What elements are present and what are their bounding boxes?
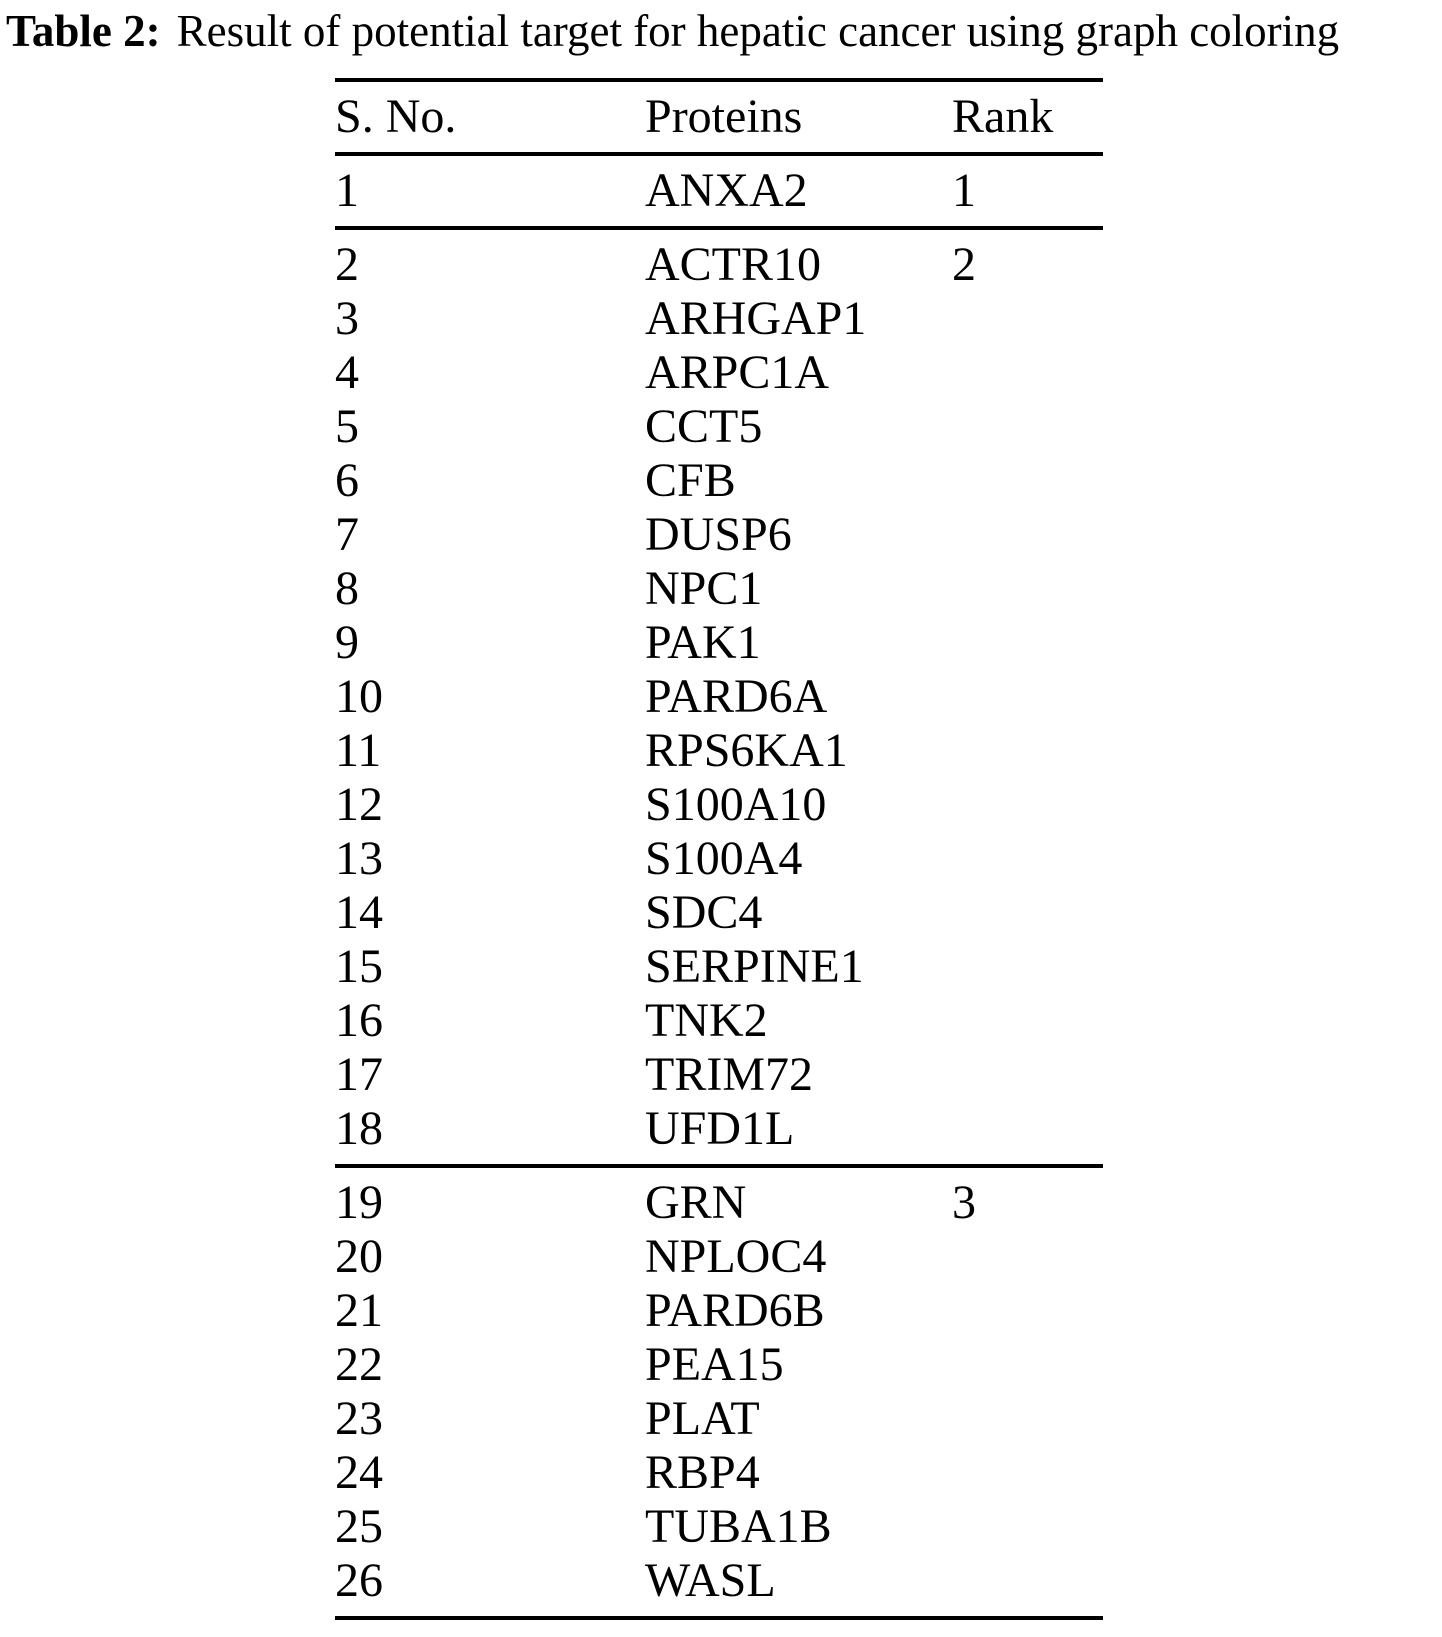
cell-rank <box>952 1392 1103 1446</box>
table-row <box>335 292 1103 346</box>
table-row <box>335 1230 1103 1284</box>
table-row <box>335 616 1103 670</box>
table-row <box>335 724 1103 778</box>
cell-rank <box>952 724 1103 778</box>
cell-rank <box>952 1230 1103 1284</box>
cell-protein: ARHGAP1 <box>645 292 867 345</box>
table-row <box>335 400 1103 454</box>
cell-rank <box>952 1338 1103 1392</box>
column-header-rank: Rank <box>952 90 1054 143</box>
cell-protein: UFD1L <box>645 1102 795 1155</box>
cell-rank <box>952 1284 1103 1338</box>
cell-rank <box>952 886 1103 940</box>
table-row <box>335 670 1103 724</box>
table-rank-group <box>335 156 1103 226</box>
cell-rank <box>952 1500 1103 1554</box>
cell-sno: 15 <box>335 940 383 993</box>
cell-rank <box>952 346 1103 400</box>
cell-rank <box>952 454 1103 508</box>
cell-sno: 1 <box>335 164 359 217</box>
table-row <box>335 1284 1103 1338</box>
cell-sno: 5 <box>335 400 359 453</box>
cell-protein: WASL <box>645 1554 776 1607</box>
cell-sno: 9 <box>335 616 359 669</box>
cell-sno: 21 <box>335 1284 383 1337</box>
cell-sno: 2 <box>335 238 359 291</box>
cell-protein: PLAT <box>645 1392 760 1445</box>
cell-sno: 3 <box>335 292 359 345</box>
table-row <box>335 1554 1103 1608</box>
cell-rank <box>952 292 1103 346</box>
cell-protein: SDC4 <box>645 886 763 939</box>
cell-protein: S100A4 <box>645 832 803 885</box>
cell-protein: TUBA1B <box>645 1500 832 1553</box>
cell-sno: 14 <box>335 886 383 939</box>
cell-protein: TNK2 <box>645 994 768 1047</box>
cell-sno: 25 <box>335 1500 383 1553</box>
table-row <box>335 1392 1103 1446</box>
table-row <box>335 508 1103 562</box>
cell-sno: 10 <box>335 670 383 723</box>
cell-sno: 8 <box>335 562 359 615</box>
cell-protein: CCT5 <box>645 400 763 453</box>
cell-rank <box>952 832 1103 886</box>
cell-protein: TRIM72 <box>645 1048 813 1101</box>
table-row <box>335 346 1103 400</box>
cell-sno: 7 <box>335 508 359 561</box>
table-row <box>335 1338 1103 1392</box>
cell-rank <box>952 562 1103 616</box>
table-caption <box>6 2 1339 60</box>
cell-sno: 17 <box>335 1048 383 1101</box>
table-rank-group <box>335 1168 1103 1616</box>
table-row <box>335 778 1103 832</box>
cell-sno: 4 <box>335 346 359 399</box>
table-caption-text: Result of potential target for hepatic cancer using graph coloring <box>176 6 1340 56</box>
table-row <box>335 1446 1103 1500</box>
cell-protein: NPLOC4 <box>645 1230 827 1283</box>
cell-sno: 19 <box>335 1176 383 1229</box>
cell-rank <box>952 778 1103 832</box>
cell-protein: PARD6B <box>645 1284 825 1337</box>
cell-rank: 2 <box>952 238 976 291</box>
cell-rank <box>952 1554 1103 1608</box>
table-row <box>335 562 1103 616</box>
table-row <box>335 164 1103 218</box>
cell-protein: S100A10 <box>645 778 827 831</box>
cell-sno: 13 <box>335 832 383 885</box>
cell-rank <box>952 400 1103 454</box>
cell-protein: ANXA2 <box>645 164 808 217</box>
cell-sno: 22 <box>335 1338 383 1391</box>
cell-sno: 23 <box>335 1392 383 1445</box>
cell-protein: ARPC1A <box>645 346 830 399</box>
cell-protein: CFB <box>645 454 736 507</box>
cell-rank <box>952 670 1103 724</box>
column-header-sno: S. No. <box>335 90 457 143</box>
table-row <box>335 1500 1103 1554</box>
cell-rank <box>952 1048 1103 1102</box>
column-header-proteins: Proteins <box>645 90 803 143</box>
cell-protein: RPS6KA1 <box>645 724 848 777</box>
cell-protein: GRN <box>645 1176 747 1229</box>
cell-rank <box>952 508 1103 562</box>
cell-protein: RBP4 <box>645 1446 760 1499</box>
cell-sno: 16 <box>335 994 383 1047</box>
table-row <box>335 832 1103 886</box>
table-row <box>335 1176 1103 1230</box>
table-row <box>335 940 1103 994</box>
cell-rank <box>952 1446 1103 1500</box>
cell-protein: DUSP6 <box>645 508 792 561</box>
proteins-table <box>335 78 1103 1620</box>
cell-sno: 12 <box>335 778 383 831</box>
table-caption-label: Table 2: <box>6 6 161 56</box>
cell-protein: NPC1 <box>645 562 763 615</box>
cell-sno: 6 <box>335 454 359 507</box>
table-row <box>335 1102 1103 1156</box>
cell-rank <box>952 994 1103 1048</box>
cell-sno: 18 <box>335 1102 383 1155</box>
cell-protein: PARD6A <box>645 670 828 723</box>
table-row <box>335 238 1103 292</box>
table-rank-group <box>335 230 1103 1164</box>
cell-rank <box>952 616 1103 670</box>
cell-protein: ACTR10 <box>645 238 822 291</box>
cell-rank <box>952 940 1103 994</box>
cell-rank: 3 <box>952 1176 976 1229</box>
table-row <box>335 886 1103 940</box>
cell-protein: PAK1 <box>645 616 761 669</box>
table-group-rule <box>335 1616 1103 1620</box>
table-row <box>335 454 1103 508</box>
cell-protein: SERPINE1 <box>645 940 864 993</box>
cell-sno: 26 <box>335 1554 383 1607</box>
table-row <box>335 1048 1103 1102</box>
table-body <box>335 156 1103 1620</box>
table-row <box>335 994 1103 1048</box>
cell-sno: 24 <box>335 1446 383 1499</box>
cell-sno: 11 <box>335 724 382 777</box>
cell-protein: PEA15 <box>645 1338 784 1391</box>
table-header-row <box>335 82 1103 152</box>
cell-rank: 1 <box>952 164 976 217</box>
cell-rank <box>952 1102 1103 1156</box>
cell-sno: 20 <box>335 1230 383 1283</box>
